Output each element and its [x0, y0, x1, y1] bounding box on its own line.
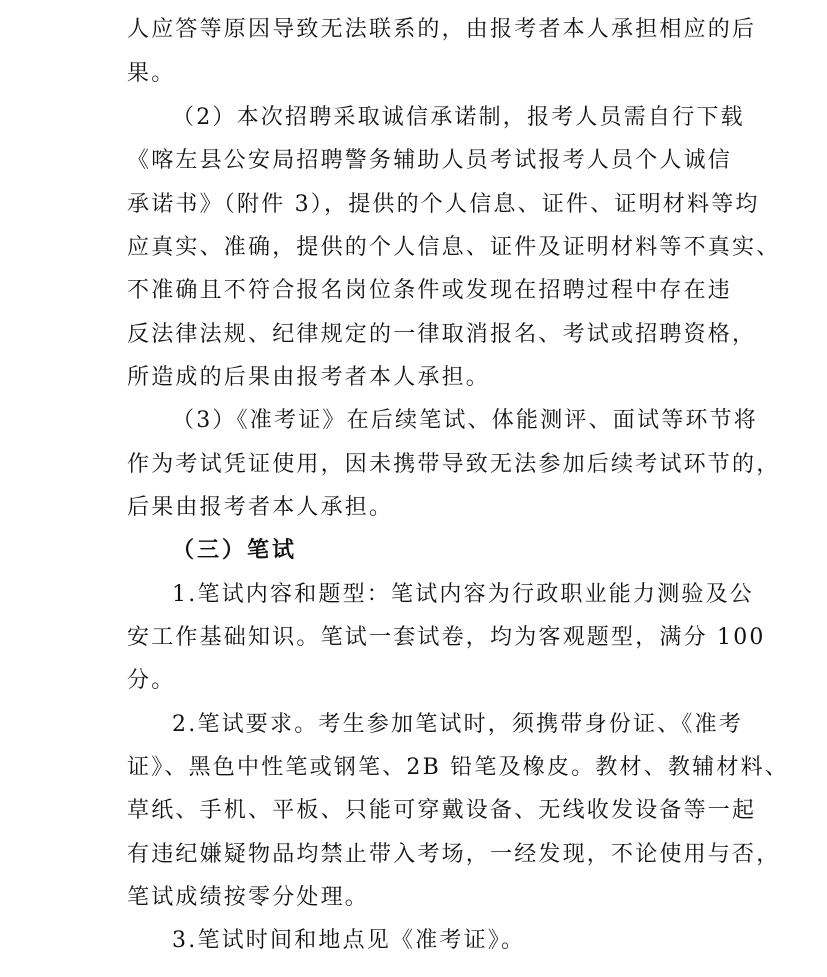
paragraph-start: （2）本次招聘采取诚信承诺制，报考人员需自行下载: [172, 105, 745, 130]
text-line: 果。: [127, 61, 176, 86]
paragraph-start: 2.笔试要求。考生参加笔试时，须携带身份证、《准考: [172, 712, 743, 737]
text-line: 《喀左县公安局招聘警务辅助人员考试报考人员个人诚信: [127, 148, 733, 173]
text-line: 人应答等原因导致无法联系的，由报考者本人承担相应的后: [127, 17, 757, 42]
text-line: 笔试成绩按零分处理。: [127, 885, 370, 910]
paragraph-start: 1.笔试内容和题型：笔试内容为行政职业能力测验及公: [172, 582, 754, 607]
text-line: 作为考试凭证使用，因未携带导致无法参加后续考试环节的，: [127, 452, 781, 477]
text-line: 不准确且不符合报名岗位条件或发现在招聘过程中存在违: [127, 278, 733, 303]
text-line: 证》、黑色中性笔或钢笔、2B 铅笔及橡皮。教材、教辅材料、: [127, 755, 789, 780]
text-line: 应真实、准确，提供的个人信息、证件及证明材料等不真实、: [127, 235, 781, 260]
text-line: 分。: [127, 668, 176, 693]
text-line: 草纸、手机、平板、只能可穿戴设备、无线收发设备等一起: [127, 798, 757, 823]
text-line: 承诺书》（附件 3），提供的个人信息、证件、证明材料等均: [127, 192, 760, 217]
text-line: 安工作基础知识。笔试一套试卷，均为客观题型，满分 100: [127, 625, 766, 650]
paragraph-start: 3.笔试时间和地点见《准考证》。: [172, 928, 526, 953]
paragraph-start: （3）《准考证》在后续笔试、体能测评、面试等环节将: [172, 408, 758, 433]
text-line: 后果由报考者本人承担。: [127, 495, 394, 520]
section-heading: （三）笔试: [172, 537, 298, 563]
text-line: 反法律法规、纪律规定的一律取消报名、考试或招聘资格，: [127, 322, 757, 347]
text-line: 所造成的后果由报考者本人承担。: [127, 365, 491, 390]
text-line: 有违纪嫌疑物品均禁止带入考场，一经发现，不论使用与否，: [127, 842, 781, 867]
